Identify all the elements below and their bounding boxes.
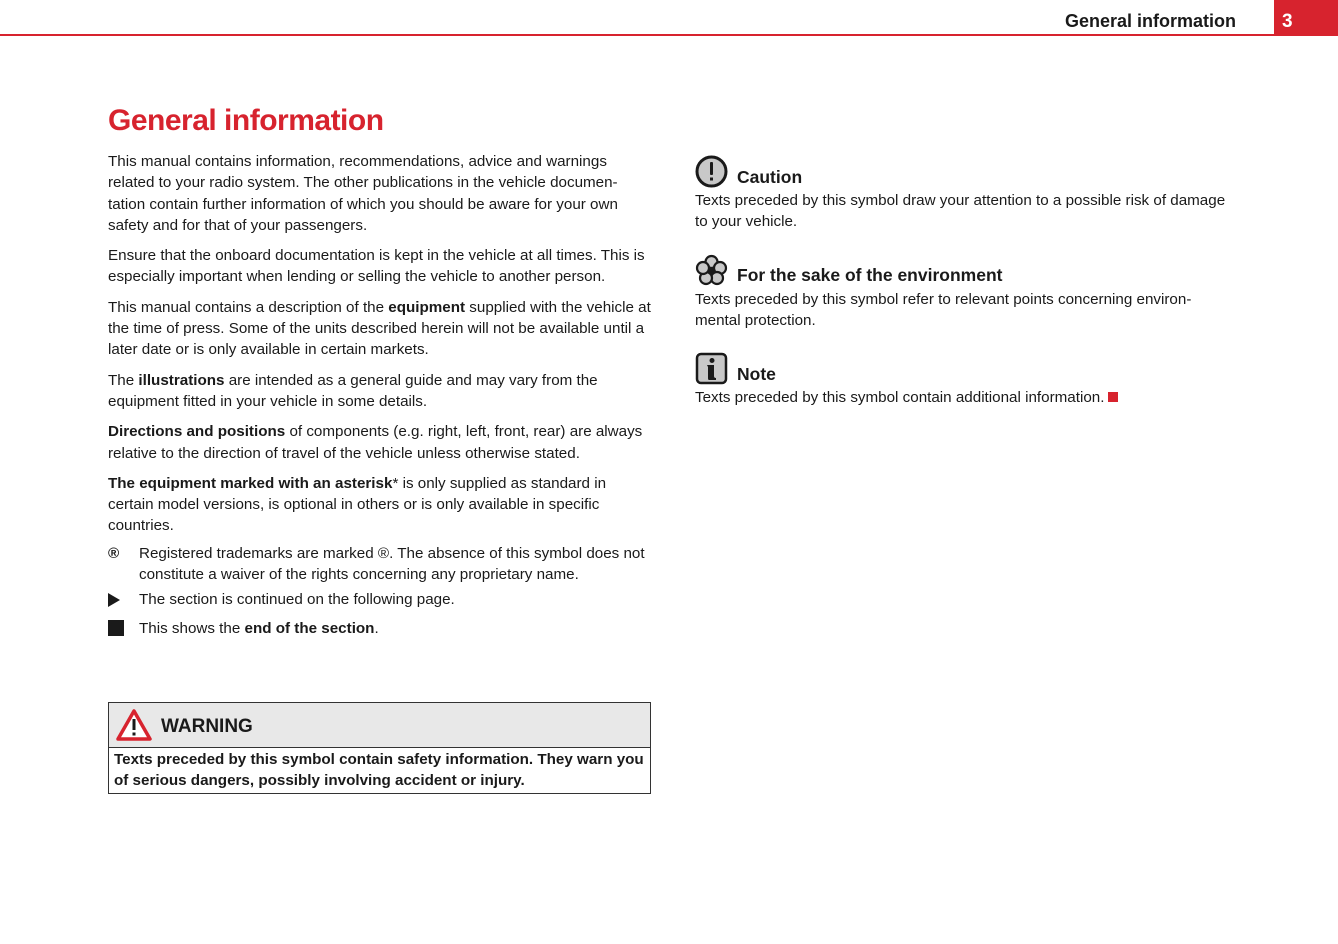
caution-icon	[695, 155, 728, 188]
paragraph-intro: This manual contains information, recommendations, advice and warnings related to your radio system. The other publications in the vehicle documen-tation contain further information of which you should be aware for your own safety and for that of your passengers.	[108, 153, 618, 234]
legend-text	[139, 618, 653, 639]
note-title: Note	[737, 363, 776, 384]
legend-registered	[108, 543, 653, 586]
legend-text: Registered trademarks are marked ®. The absence of this symbol does not constitute a waiver of the rights concerning any proprietary name.	[139, 544, 645, 584]
note-header	[695, 353, 1235, 385]
legend-continued	[108, 589, 653, 613]
bold-term: equipment	[388, 298, 466, 316]
page-title: General information	[108, 104, 384, 137]
paragraph-equipment	[108, 297, 653, 361]
note-header	[695, 156, 1235, 188]
text: The	[108, 371, 139, 389]
text: .	[374, 619, 379, 637]
end-section-square-icon	[1108, 392, 1118, 402]
bold-term: illustrations	[138, 371, 225, 389]
note-caution	[695, 156, 1235, 233]
text: * is only supplied as standard in certain model versions, is optional in others or is only available in specific countries.	[108, 474, 607, 535]
text: This shows the	[139, 619, 245, 637]
text: supplied with the vehicle at the time of press. Some of the units described herein will not be available until a later date or is only available in certain markets.	[108, 298, 651, 359]
note-text: Texts preceded by this symbol refer to relevant points concerning environ-mental protection.	[695, 290, 1192, 329]
registered-trademark-icon: ®	[108, 544, 120, 562]
header-rule	[0, 34, 1338, 36]
warning-triangle-icon	[115, 708, 153, 742]
note-text: Texts preceded by this symbol contain additional information.	[695, 389, 1105, 407]
note-text: Texts preceded by this symbol draw your attention to a possible risk of damage to your vehicle.	[695, 192, 1226, 231]
paragraph-documentation: Ensure that the onboard documentation is kept in the vehicle at all times. This is especially important when lending or selling the vehicle to another person.	[108, 247, 645, 286]
warning-box	[108, 702, 651, 794]
note-header	[695, 255, 1235, 287]
legend-text: The section is continued on the following page.	[139, 591, 455, 609]
paragraph-directions	[108, 421, 653, 464]
warning-body: Texts preceded by this symbol contain safety information. They warn you of serious dangers, possibly involving accident or injury.	[114, 751, 644, 789]
text: of components (e.g. right, left, front, rear) are always relative to the direction of travel of the vehicle unless otherwise stated.	[108, 423, 643, 462]
note-info	[695, 353, 1235, 408]
bold-term: The equipment marked with an asterisk	[108, 474, 393, 492]
bold-term: end of the section	[244, 619, 375, 637]
note-title: For the sake of the environment	[737, 265, 1003, 286]
right-column	[695, 156, 1235, 430]
paragraph-asterisk	[108, 473, 653, 537]
text: This manual contains a description of the	[108, 298, 389, 316]
note-title: Caution	[737, 166, 803, 187]
text: are intended as a general guide and may vary from the equipment fitted in your vehicle in some details.	[108, 371, 598, 410]
continue-arrow-icon	[108, 593, 120, 607]
paragraph-illustrations	[108, 370, 653, 413]
running-header-title: General information	[1064, 11, 1236, 31]
note-environment	[695, 255, 1235, 332]
end-section-square-icon	[108, 620, 124, 636]
warning-title: WARNING	[161, 716, 253, 737]
page-number: 3	[1274, 0, 1338, 36]
environment-flower-icon	[695, 254, 728, 287]
info-icon	[695, 352, 728, 385]
warning-header	[109, 703, 650, 748]
legend-end-section	[108, 618, 653, 642]
bold-term: Directions and positions	[108, 423, 286, 441]
left-column	[108, 151, 653, 646]
note-text-row	[695, 387, 1235, 408]
